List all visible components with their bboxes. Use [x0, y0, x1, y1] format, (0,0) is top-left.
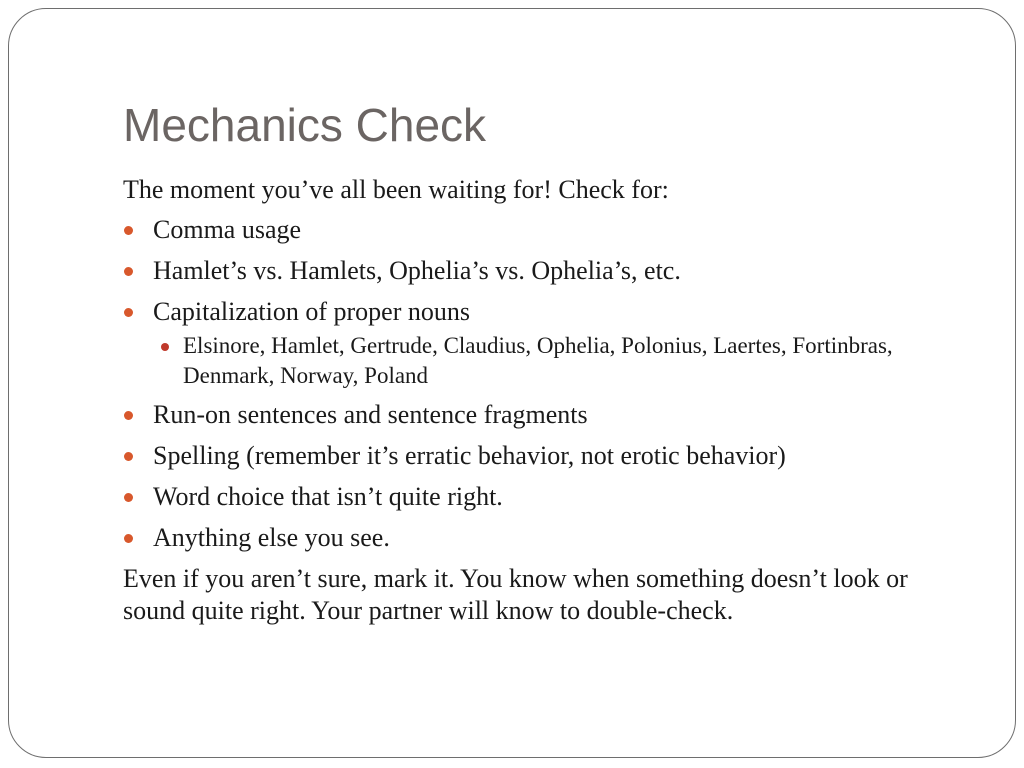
bullet-dot-icon [124, 411, 133, 420]
list-item [123, 295, 963, 391]
list-item [123, 398, 963, 432]
list-item-text: Word choice that isn’t quite right. [153, 482, 503, 511]
list-item [123, 254, 963, 288]
sub-list-item [153, 331, 963, 391]
intro-text: The moment you’ve all been waiting for! Check for: [123, 175, 669, 204]
bullet-dot-icon [124, 534, 133, 543]
bullet-dot-icon [124, 308, 133, 317]
slide-body [123, 173, 963, 627]
sub-list-item-text: Elsinore, Hamlet, Gertrude, Claudius, Ophelia, Polonius, Laertes, Fortinbras, Denmark, Norway, Poland [183, 333, 893, 388]
list-item [123, 521, 963, 555]
list-item-text: Capitalization of proper nouns [153, 297, 470, 326]
bullet-dot-icon [124, 267, 133, 276]
closing-text: Even if you aren’t sure, mark it. You know when something doesn’t look or sound quite right. Your partner will know to double-check. [123, 564, 908, 625]
slide-frame [8, 8, 1016, 758]
list-item-text: Hamlet’s vs. Hamlets, Ophelia’s vs. Ophelia’s, etc. [153, 256, 681, 285]
list-item [123, 213, 963, 247]
slide-title: Mechanics Check [123, 99, 487, 151]
bullet-dot-icon [124, 493, 133, 502]
sub-bullet-dot-icon [161, 343, 169, 351]
bullet-dot-icon [124, 226, 133, 235]
list-item-text: Anything else you see. [153, 523, 390, 552]
list-item [123, 439, 963, 473]
list-item-text: Run-on sentences and sentence fragments [153, 400, 588, 429]
list-item-text: Comma usage [153, 215, 302, 244]
list-item-text: Spelling (remember it’s erratic behavior, not erotic behavior) [153, 441, 786, 470]
bullet-dot-icon [124, 452, 133, 461]
sub-bullet-list [153, 331, 963, 391]
bullet-list [123, 213, 963, 555]
list-item [123, 480, 963, 514]
